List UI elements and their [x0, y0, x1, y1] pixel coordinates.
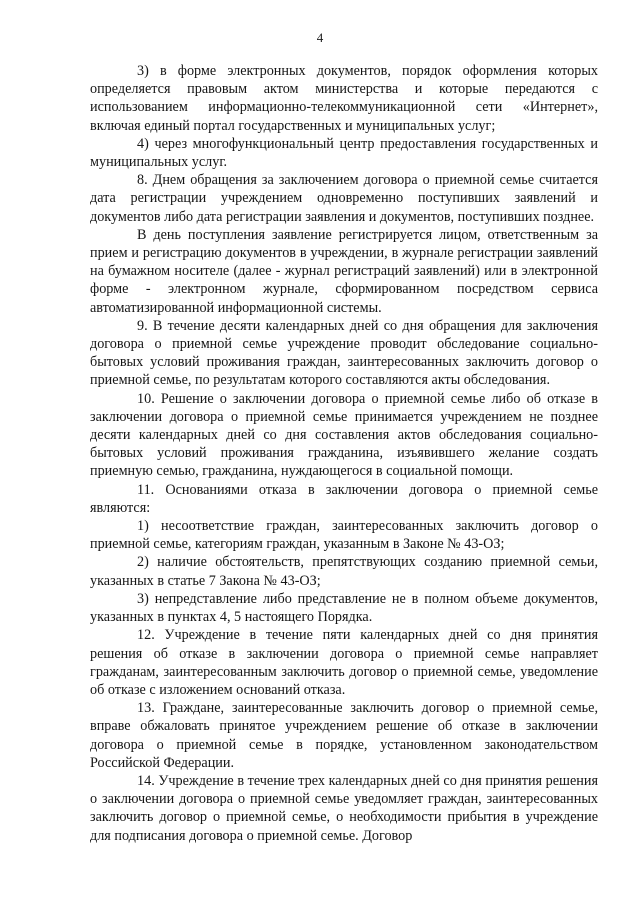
paragraph-10: 10. Решение о заключении договора о приемной семье либо об отказе в заключении договора о приемной семье принимается учреждением не позднее десяти календарных дней со дня составления актов обследования социально-бытовых условий проживания гражданина, изъявившего желание создать приемную семью, гражданина, нуждающегося в социальной помощи. [90, 390, 598, 480]
paragraph-12: 12. Учреждение в течение пяти календарных дней со дня принятия решения об отказе в заключении договора о приемной семье направляет гражданам, заинтересованным заключить договор о приемной семье, уведомление об отказе с изложением оснований отказа. [90, 627, 598, 698]
paragraph-13: 13. Граждане, заинтересованные заключить договор о приемной семье, вправе обжаловать принятое учреждением решение об отказе в заключении договора о приемной семье в порядке, установленном законодательством Российской Федерации. [90, 700, 598, 771]
paragraph-item-3: 3) в форме электронных документов, порядок оформления которых определяется правовым актом министерства и которые передаются с использованием информационно-телекоммуникационной сети «Интернет», включая единый портал государственных и муниципальных услуг; [90, 63, 598, 134]
paragraph-11: 11. Основаниями отказа в заключении договора о приемной семье являются: [90, 481, 598, 516]
paragraph-9: 9. В течение десяти календарных дней со дня обращения для заключения договора о приемной семье учреждение проводит обследование социально-бытовых условий проживания граждан, заинтересованных заключить договор о приемной семье, по результатам которого составляются акты обследования. [90, 317, 598, 389]
paragraph-11-item-1: 1) несоответствие граждан, заинтересованных заключить договор о приемной семье, категориям граждан, указанным в Законе № 43-ОЗ; [90, 518, 598, 553]
document-body [90, 62, 598, 845]
paragraph-item-4: 4) через многофункциональный центр предоставления государственных и муниципальных услуг. [90, 135, 598, 171]
paragraph-8: 8. Днем обращения за заключением договора о приемной семье считается дата регистрации учреждением одновременно поступивших заявлений и документов либо дата регистрации заявления и документов, поступивших позднее. [90, 172, 598, 225]
paragraph-8-registration: В день поступления заявление регистрируется лицом, ответственным за прием и регистрацию документов в учреждении, в журнале регистрации заявлений на бумажном носителе (далее - журнал регистраций заявлений) или в электронной форме - электронном журнале, сформированном посредством сервиса автоматизированной информационной системы. [90, 226, 598, 316]
page-number: 4 [316, 30, 324, 45]
paragraph-11-item-2: 2) наличие обстоятельств, препятствующих созданию приемной семьи, указанных в статье 7 Закона № 43-ОЗ; [90, 554, 598, 589]
paragraph-11-item-3: 3) непредставление либо представление не в полном объеме документов, указанных в пунктах 4, 5 настоящего Порядка. [90, 590, 598, 626]
paragraph-14: 14. Учреждение в течение трех календарных дней со дня принятия решения о заключении договора о приемной семье уведомляет граждан, заинтересованных заключить договор о приемной семье, о необходимости прибытия в учреждение для подписания договора о приемной семье. Договор [90, 772, 598, 844]
